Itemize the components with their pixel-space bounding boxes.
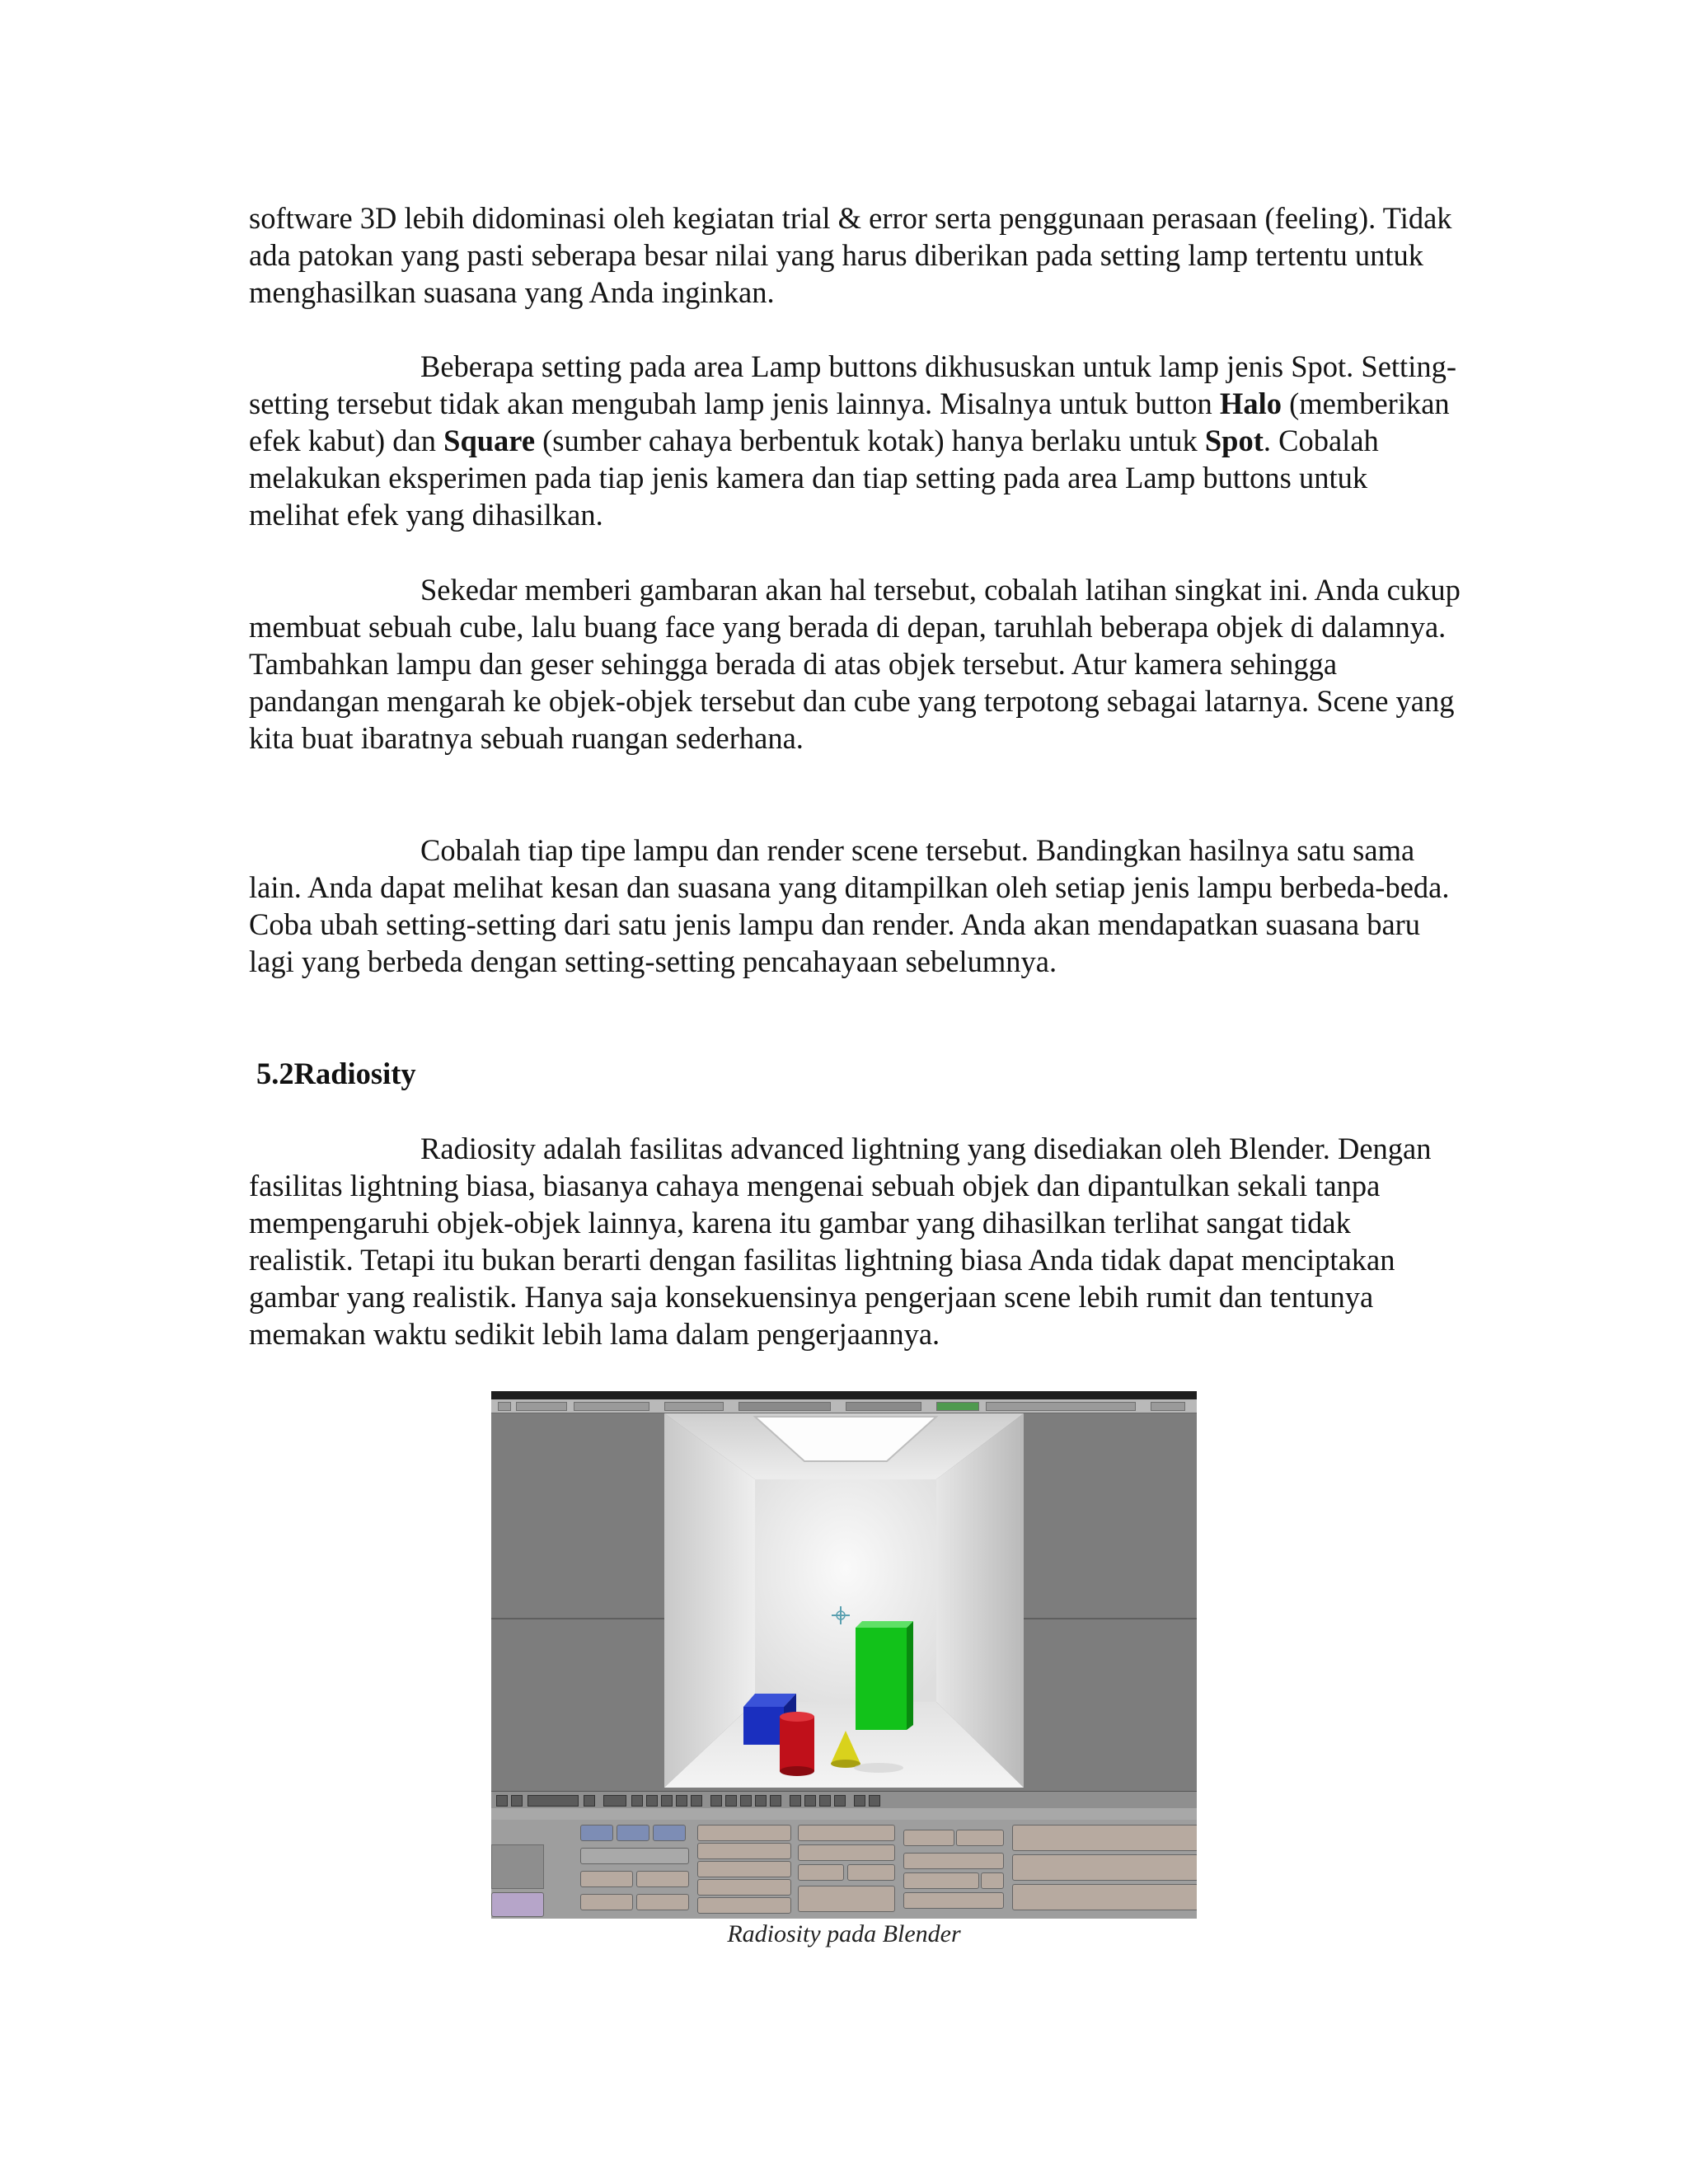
paragraph-5	[249, 1130, 1461, 1352]
render-viewport	[491, 1413, 1197, 1791]
blender-screenshot-figure	[491, 1391, 1197, 1919]
bold-term-square: Square	[443, 424, 536, 457]
paragraph-1-text: software 3D lebih didominasi oleh kegiatan trial & error serta penggunaan perasaan (feeling). Tidak ada patokan yang pasti seberapa besar nilai yang harus diberikan pada setting lamp tertentu untuk menghasilkan suasana yang Anda inginkan.	[249, 201, 1452, 309]
green-box	[856, 1628, 907, 1730]
paragraph-1	[249, 199, 1461, 311]
p2-text-3: (sumber cahaya berbentuk kotak) hanya berlaku untuk	[535, 424, 1205, 457]
paragraph-4	[249, 832, 1461, 980]
paragraph-5-text: Radiosity adalah fasilitas advanced lightning yang disediakan oleh Blender. Dengan fasilitas lightning biasa, biasanya cahaya mengenai sebuah objek dan dipantulkan sekali tanpa mempengaruhi objek-objek lainnya, karena itu gambar yang dihasilkan terlihat sangat tidak realistik. Tetapi itu bukan berarti dengan fasilitas lightning biasa Anda tidak dapat menciptakan gambar yang realistik. Hanya saja konsekuensinya pengerjaan scene lebih rumit dan tentunya memakan waktu sedikit lebih lama dalam pengerjaannya.	[249, 1132, 1432, 1351]
blender-menu-bar	[491, 1399, 1197, 1413]
bold-term-halo: Halo	[1219, 387, 1282, 420]
bold-term-spot: Spot	[1204, 424, 1264, 457]
paragraph-3	[249, 571, 1461, 757]
blender-title-bar	[491, 1391, 1197, 1399]
paragraph-4-text: Cobalah tiap tipe lampu dan render scene tersebut. Bandingkan hasilnya satu sama lain. Anda dapat melihat kesan dan suasana yang ditampilkan oleh setiap jenis lampu berbeda-beda. Coba ubah setting-setting dari satu jenis lampu dan render. Anda akan mendapatkan suasana baru lagi yang berbeda dengan setting-setting pencahayaan sebelumnya.	[249, 833, 1450, 978]
radiosity-room-render	[664, 1413, 1024, 1788]
paragraph-3-text: Sekedar memberi gambaran akan hal tersebut, cobalah latihan singkat ini. Anda cukup membuat sebuah cube, lalu buang face yang berada di depan, taruhlah beberapa objek di dalamnya. Tambahkan lampu dan geser sehingga berada di atas objek tersebut. Atur kamera sehingga pandangan mengarah ke objek-objek tersebut dan cube yang terpotong sebagai latarnya. Scene yang kita buat ibaratnya sebuah ruangan sederhana.	[249, 573, 1461, 755]
blue-cube	[743, 1707, 784, 1745]
p2-text-1: Beberapa setting pada area Lamp buttons dikhususkan untuk lamp jenis Spot. Setting-setting tersebut tidak akan mengubah lamp jenis lainnya. Misalnya untuk button	[249, 349, 1456, 420]
figure-caption: Radiosity pada Blender	[727, 1920, 961, 1947]
red-cylinder	[780, 1717, 814, 1771]
viewport-header-toolbar	[491, 1791, 1197, 1809]
paragraph-2	[249, 348, 1461, 533]
p2-text-4: . Cobalah melakukan eksperimen pada tiap jenis kamera dan tiap setting pada area Lamp buttons untuk melihat efek yang dihasilkan.	[249, 424, 1379, 532]
paragraph-2-text	[249, 348, 1461, 533]
section-heading: 5.2Radiosity	[256, 1057, 416, 1090]
buttons-window-header	[491, 1808, 1197, 1820]
radiosity-buttons-panel	[491, 1820, 1197, 1919]
p2-text-2: (memberikan efek kabut) dan	[249, 387, 1450, 457]
